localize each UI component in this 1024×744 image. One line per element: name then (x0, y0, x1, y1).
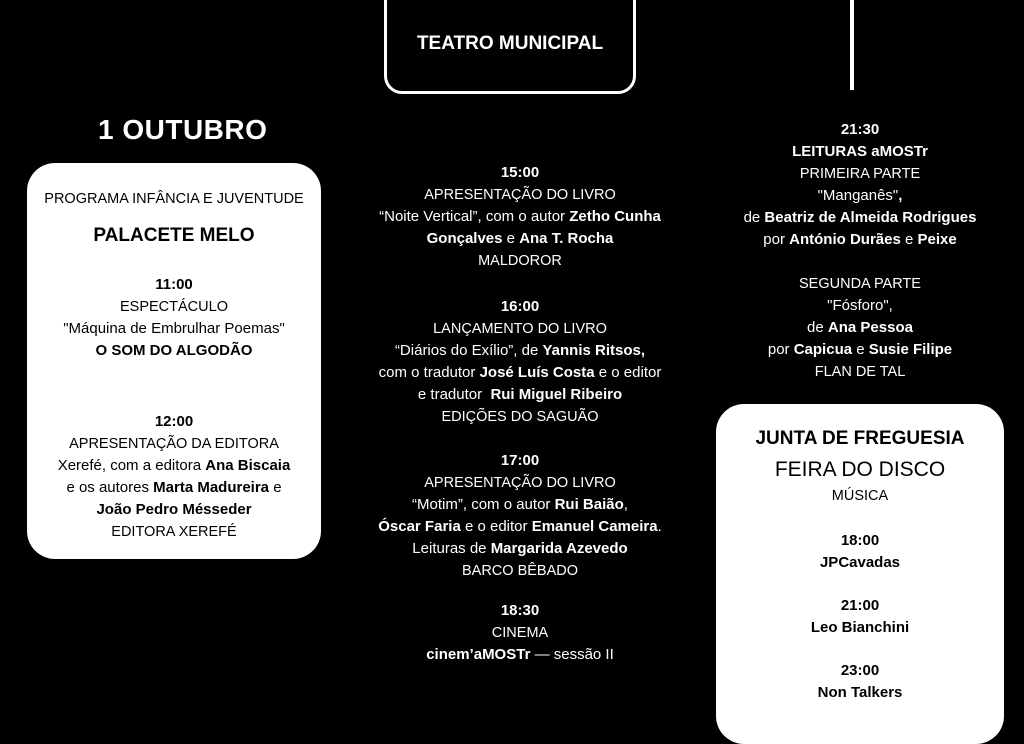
event-1830 (340, 600, 700, 666)
text: , (623, 496, 628, 513)
program-label: PROGRAMA INFÂNCIA E JUVENTUDE (44, 191, 304, 207)
event-category: MÚSICA (831, 488, 889, 504)
event-line (27, 455, 321, 477)
act-time: 23:00 (840, 662, 880, 679)
text: com o tradutor (378, 364, 480, 381)
event-time: 17:00 (500, 452, 540, 469)
event-time: 15:00 (500, 164, 540, 181)
act-2300 (716, 660, 1004, 704)
person-name: Peixe (917, 231, 957, 248)
event-title: LEITURAS aMOSTr (792, 143, 928, 160)
venue-title: PALACETE MELO (93, 225, 255, 246)
event-company: O SOM DO ALGODÃO (95, 342, 253, 359)
event-1600 (340, 296, 700, 428)
act-2100 (716, 595, 1004, 639)
junta-de-freguesia-card (716, 404, 1004, 744)
text: , (898, 187, 903, 204)
text: de (743, 209, 765, 226)
act-1800 (716, 530, 1004, 574)
text: por (763, 231, 790, 248)
event-line (716, 185, 1004, 207)
act-time: 21:00 (840, 597, 880, 614)
event-1700 (340, 450, 700, 582)
event-time: 16:00 (500, 298, 540, 315)
text: e os autores (66, 479, 154, 496)
work-title: "Manganês" (817, 187, 899, 204)
teatro-municipal-title: TEATRO MUNICIPAL (416, 33, 604, 54)
event-line (716, 207, 1004, 229)
text: e (900, 231, 918, 248)
event-publisher: BARCO BÊBADO (461, 563, 579, 579)
event-line (340, 362, 700, 384)
event-publisher: EDIÇÕES DO SAGUÃO (441, 409, 599, 425)
person-name: João Pedro Mésseder (96, 501, 252, 518)
text: e (852, 341, 869, 358)
text: de (807, 319, 828, 336)
act-time: 18:00 (840, 532, 880, 549)
text: Xerefé, com a editora (57, 457, 206, 474)
event-line (340, 494, 700, 516)
event-line (340, 228, 700, 250)
event-line (716, 339, 1004, 361)
text: por (767, 341, 794, 358)
event-line (340, 340, 700, 362)
person-name: António Durães (789, 231, 901, 248)
text: — sessão II (530, 646, 614, 663)
person-name: Capicua (793, 341, 853, 358)
person-name: Ana Biscaia (205, 457, 291, 474)
text: e (269, 479, 282, 496)
text: e o editor (460, 518, 532, 535)
work-title: "Fósforo", (827, 297, 893, 314)
event-line (340, 516, 700, 538)
person-name: Óscar Faria (378, 518, 461, 535)
event-1500 (340, 162, 700, 272)
person-name: Rui Baião (554, 496, 624, 513)
teatro-municipal-box (384, 0, 636, 94)
person-name: Beatriz de Almeida Rodrigues (764, 209, 977, 226)
event-type: APRESENTAÇÃO DA EDITORA (69, 436, 279, 452)
part-label: PRIMEIRA PARTE (799, 166, 921, 182)
date-heading: 1 OUTUBRO (98, 114, 268, 145)
event-type: CINEMA (491, 625, 549, 641)
text: “Diários do Exílio”, de (394, 342, 543, 359)
event-title: "Máquina de Embrulhar Poemas" (63, 320, 285, 337)
spacer (716, 251, 1004, 273)
part-label: SEGUNDA PARTE (799, 276, 921, 292)
act-name: JPCavadas (819, 554, 901, 571)
text: e tradutor (417, 386, 491, 403)
event-line (716, 317, 1004, 339)
event-time: 21:30 (840, 121, 880, 138)
venue-title: JUNTA DE FREGUESIA (755, 428, 965, 449)
person-name: Marta Madureira (153, 479, 270, 496)
event-1200 (27, 411, 321, 543)
person-name: Susie Filipe (868, 341, 953, 358)
person-name: Zetho Cunha (569, 208, 661, 225)
person-name: Ana T. Rocha (519, 230, 614, 247)
person-name: Rui Miguel Ribeiro (490, 386, 623, 403)
event-line (340, 206, 700, 228)
event-time: 18:30 (500, 602, 540, 619)
event-type: LANÇAMENTO DO LIVRO (433, 321, 607, 337)
event-2130 (716, 119, 1004, 383)
person-name: Emanuel Cameira (531, 518, 658, 535)
text: “Motim”, com o autor (412, 496, 555, 513)
act-name: Non Talkers (817, 684, 903, 701)
text: e o editor (594, 364, 662, 381)
event-type: APRESENTAÇÃO DO LIVRO (424, 187, 616, 203)
text: . (657, 518, 662, 535)
text: “Noite Vertical”, com o autor (379, 208, 570, 225)
event-line (340, 384, 700, 406)
session-name: cinem’aMOSTr (426, 646, 531, 663)
event-line (27, 477, 321, 499)
person-name: Ana Pessoa (827, 319, 913, 336)
event-publisher: EDITORA XEREFÉ (111, 524, 237, 540)
event-line (340, 538, 700, 560)
act-name: Leo Bianchini (810, 619, 910, 636)
event-line (340, 644, 700, 666)
event-time: 12:00 (154, 413, 194, 430)
event-publisher: MALDOROR (478, 253, 562, 269)
event-publisher: FLAN DE TAL (814, 364, 906, 380)
event-time: 11:00 (155, 276, 193, 293)
text: e (502, 230, 520, 247)
palacete-melo-card (27, 163, 321, 559)
person-name: Margarida Azevedo (490, 540, 628, 557)
event-1100 (27, 274, 321, 362)
text: Leituras de (412, 540, 491, 557)
person-name: Yannis Ritsos, (542, 342, 646, 359)
person-name: Gonçalves (426, 230, 503, 247)
event-title: FEIRA DO DISCO (774, 458, 946, 481)
person-name: José Luís Costa (479, 364, 595, 381)
event-type: APRESENTAÇÃO DO LIVRO (424, 475, 616, 491)
event-line (716, 229, 1004, 251)
event-type: ESPECTÁCULO (120, 299, 228, 315)
top-divider-line (850, 0, 854, 90)
